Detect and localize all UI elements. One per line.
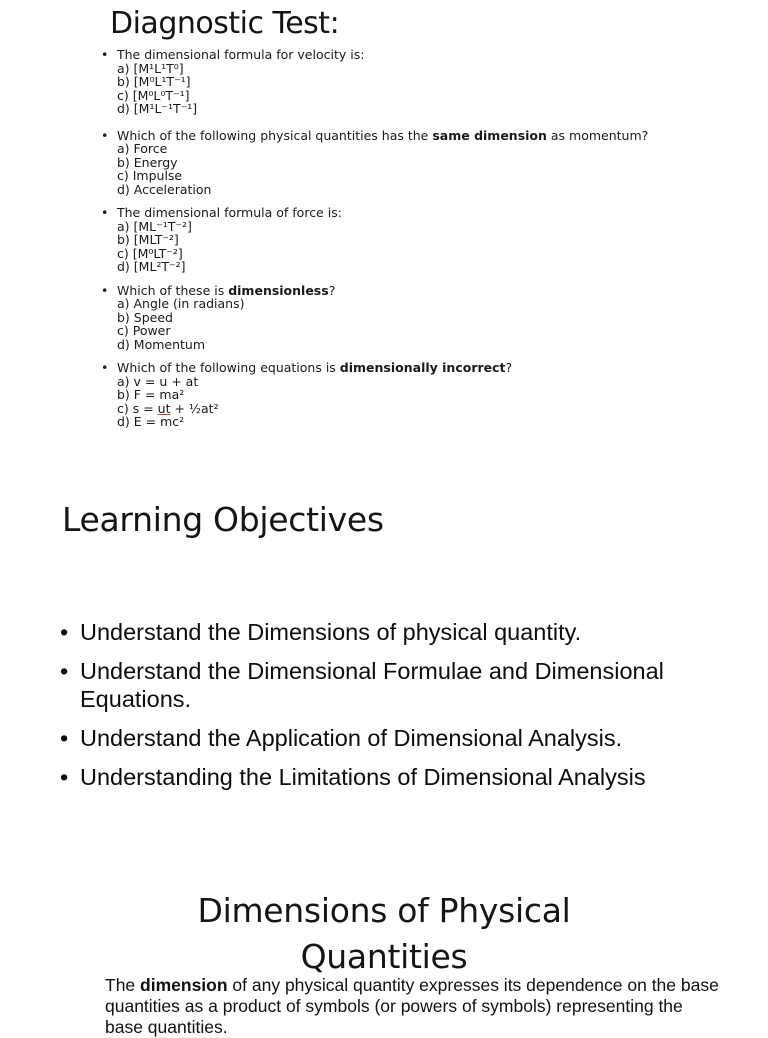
- question-1: [101, 48, 741, 116]
- bullet-icon: •: [60, 725, 69, 751]
- question-5: [101, 361, 741, 429]
- question-3: [101, 206, 741, 274]
- question-2-emphasis: same dimension: [432, 127, 547, 143]
- bullet-icon: •: [101, 47, 109, 62]
- question-4-text: [117, 284, 741, 298]
- question-4-text-end: ?: [328, 282, 336, 298]
- learning-objectives-list: [60, 618, 765, 802]
- dimension-definition: [105, 975, 725, 1038]
- option-c: c) [M⁰LT⁻²]: [117, 245, 183, 261]
- question-4-emphasis: dimensionless: [228, 282, 329, 298]
- option-c: c) Impulse: [117, 168, 183, 183]
- objective-item: [60, 724, 765, 752]
- option-b: b) F = ma²: [117, 387, 185, 402]
- question-2-text-end: as momentum?: [546, 127, 649, 143]
- objective-text: Understand the Dimensions of physical quantity.: [80, 619, 582, 645]
- question-2: [101, 129, 741, 197]
- question-2-options: [117, 142, 741, 196]
- objective-text: Understand the Dimensional Formulae and Dimensional Equations.: [80, 658, 664, 712]
- option-a: a) [M¹L¹T⁰]: [117, 60, 184, 76]
- option-c: c) Power: [117, 323, 171, 338]
- objective-item: [60, 763, 765, 791]
- question-5-text-end: ?: [505, 360, 513, 375]
- question-4-options: [117, 297, 741, 351]
- question-2-text: [117, 129, 741, 143]
- option-d: d) [M¹L⁻¹T⁻¹]: [117, 101, 198, 116]
- question-4-text-start: Which of these is: [117, 282, 229, 298]
- bullet-icon: •: [60, 764, 69, 790]
- question-5-emphasis: dimensionally incorrect: [339, 360, 506, 375]
- bullet-icon: •: [101, 127, 109, 143]
- objective-item: [60, 657, 765, 713]
- option-c-suffix: + ½at²: [170, 400, 219, 416]
- question-3-text: The dimensional formula of force is:: [117, 205, 342, 220]
- objective-text: Understanding the Limitations of Dimensional Analysis: [80, 764, 646, 790]
- question-3-options: [117, 220, 741, 274]
- bullet-icon: •: [101, 282, 109, 298]
- bullet-icon: •: [101, 360, 109, 375]
- option-a: a) Force: [117, 141, 168, 156]
- diagnostic-test-title: Diagnostic Test:: [110, 6, 340, 41]
- option-c: c) [M⁰L⁰T⁻¹]: [117, 87, 190, 103]
- dimensions-title: [0, 888, 768, 980]
- option-b: b) [M⁰L¹T⁻¹]: [117, 74, 191, 89]
- option-c: [117, 402, 741, 416]
- option-a: a) Angle (in radians): [117, 296, 245, 311]
- option-d: d) [ML²T⁻²]: [117, 259, 186, 274]
- bullet-icon: •: [60, 619, 69, 645]
- question-1-options: [117, 62, 741, 116]
- objective-text: Understand the Application of Dimensional Analysis.: [80, 725, 623, 751]
- definition-body: of any physical quantity expresses its dependence on the base quantities as a product of symbols (or powers of symbols) representing the base quantities.: [105, 975, 719, 1037]
- diagnostic-question-list: [101, 48, 741, 429]
- option-d: d) Acceleration: [117, 181, 212, 197]
- option-d: d) E = mc²: [117, 414, 185, 429]
- bullet-icon: •: [60, 658, 69, 684]
- question-4: [101, 284, 741, 352]
- objective-item: [60, 618, 765, 646]
- question-1-text: The dimensional formula for velocity is:: [117, 47, 365, 62]
- question-2-text-start: Which of the following physical quantities has the: [117, 127, 433, 143]
- question-5-text: [117, 361, 741, 375]
- option-b: b) Speed: [117, 309, 173, 325]
- dimensions-title-line-1: Dimensions of Physical: [197, 891, 571, 930]
- definition-term: dimension: [140, 975, 228, 995]
- option-c-prefix: c) s =: [117, 400, 158, 416]
- learning-objectives-title: Learning Objectives: [62, 500, 384, 539]
- option-a: a) [ML⁻¹T⁻²]: [117, 218, 192, 234]
- option-b: b) Energy: [117, 154, 178, 170]
- bullet-icon: •: [101, 205, 109, 220]
- option-a: a) v = u + at: [117, 373, 199, 389]
- definition-start: The: [105, 975, 141, 995]
- option-d: d) Momentum: [117, 336, 206, 352]
- question-5-text-start: Which of the following equations is: [117, 360, 340, 375]
- option-c-underlined-term: ut: [157, 400, 171, 416]
- option-b: b) [MLT⁻²]: [117, 232, 179, 247]
- question-5-options: [117, 375, 741, 429]
- dimensions-title-line-2: Quantities: [300, 937, 468, 976]
